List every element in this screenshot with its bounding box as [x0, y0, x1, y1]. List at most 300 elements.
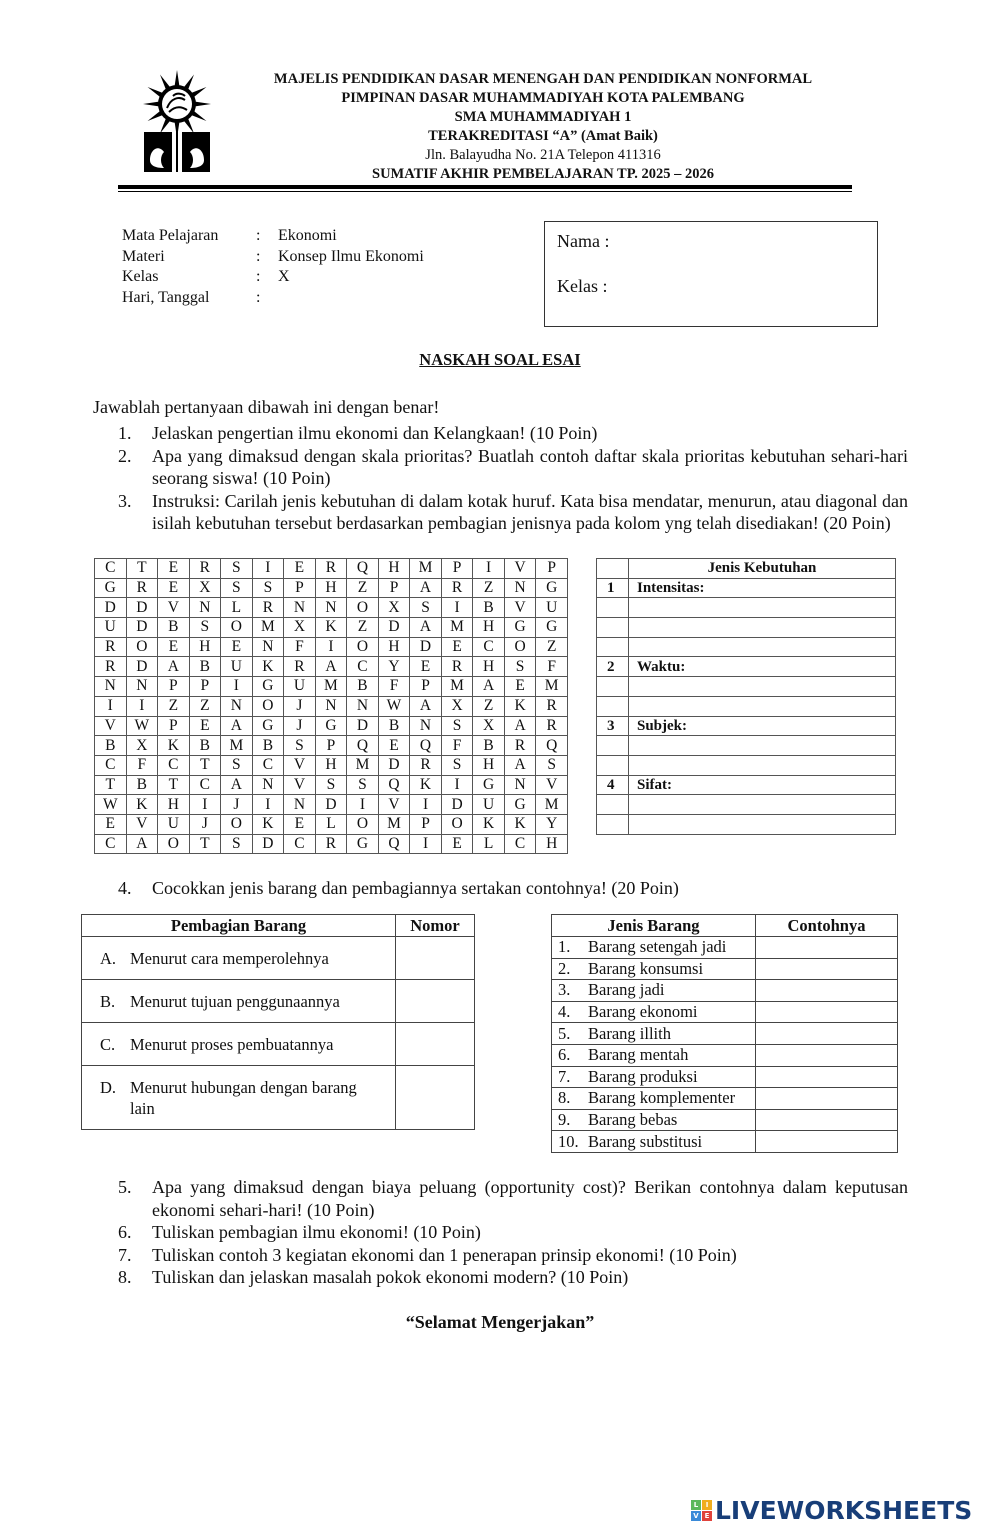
example-answer-cell[interactable] [756, 1044, 898, 1066]
grid-cell[interactable]: R [95, 637, 127, 657]
grid-cell[interactable]: R [536, 696, 568, 716]
grid-cell[interactable]: U [284, 677, 316, 697]
grid-cell[interactable]: C [504, 834, 536, 854]
grid-cell[interactable]: J [189, 814, 221, 834]
grid-cell[interactable]: T [189, 834, 221, 854]
grid-cell[interactable]: G [347, 834, 379, 854]
grid-cell[interactable]: U [221, 657, 253, 677]
grid-cell[interactable]: Z [536, 637, 568, 657]
grid-cell[interactable]: O [158, 834, 190, 854]
grid-cell[interactable]: P [189, 677, 221, 697]
grid-cell[interactable]: B [189, 736, 221, 756]
grid-cell[interactable]: K [504, 814, 536, 834]
grid-cell[interactable]: R [189, 559, 221, 579]
grid-cell[interactable]: I [347, 795, 379, 815]
grid-cell[interactable]: S [504, 657, 536, 677]
grid-cell[interactable]: M [536, 795, 568, 815]
info-label: Materi [122, 247, 165, 265]
example-answer-cell[interactable] [756, 1001, 898, 1023]
grid-cell[interactable]: Q [410, 736, 442, 756]
grid-cell[interactable]: N [252, 637, 284, 657]
info-value: X [278, 268, 290, 285]
grid-cell[interactable]: M [378, 814, 410, 834]
grid-cell[interactable]: N [284, 598, 316, 618]
grid-cell[interactable]: V [284, 775, 316, 795]
goods-division-row [82, 1066, 475, 1130]
grid-cell[interactable]: A [126, 834, 158, 854]
needs-header: Jenis Kebutuhan [629, 559, 896, 579]
grid-cell[interactable]: V [284, 755, 316, 775]
grid-cell[interactable]: R [315, 834, 347, 854]
grid-cell[interactable]: B [378, 716, 410, 736]
grid-cell[interactable]: G [252, 716, 284, 736]
grid-cell[interactable]: D [441, 795, 473, 815]
grid-cell[interactable]: H [315, 578, 347, 598]
info-row-subject [122, 226, 424, 247]
grid-cell[interactable]: S [441, 716, 473, 736]
grid-cell[interactable]: P [284, 578, 316, 598]
grid-cell[interactable]: C [284, 834, 316, 854]
grid-cell[interactable]: R [441, 657, 473, 677]
grid-cell[interactable]: S [441, 755, 473, 775]
grid-cell[interactable]: I [410, 834, 442, 854]
grid-cell[interactable]: I [252, 795, 284, 815]
grid-cell[interactable]: T [95, 775, 127, 795]
grid-cell[interactable]: H [473, 618, 505, 638]
grid-cell[interactable]: A [315, 657, 347, 677]
grid-cell[interactable]: W [95, 795, 127, 815]
grid-cell[interactable]: R [410, 755, 442, 775]
grid-cell[interactable]: S [221, 559, 253, 579]
grid-cell[interactable]: I [473, 559, 505, 579]
grid-cell[interactable]: U [95, 618, 127, 638]
grid-cell[interactable]: M [410, 559, 442, 579]
example-answer-cell[interactable] [756, 1066, 898, 1088]
grid-cell[interactable]: A [410, 696, 442, 716]
grid-cell[interactable]: P [536, 559, 568, 579]
needs-number [597, 755, 629, 775]
question-text: Instruksi: Carilah jenis kebutuhan di dalam kotak huruf. Kata bisa mendatar, menurun, atau diagonal dan isilah kebutuhan tersebut berdasarkan pembagian jenisnya pada kolom yng telah disediakan! (20 Poin) [152, 490, 908, 533]
grid-cell[interactable]: U [158, 814, 190, 834]
number-answer-cell[interactable] [396, 980, 475, 1023]
grid-cell[interactable]: X [189, 578, 221, 598]
grid-cell[interactable]: S [221, 578, 253, 598]
goods-type-row [552, 1088, 898, 1110]
grid-cell[interactable]: V [126, 814, 158, 834]
grid-cell[interactable]: M [536, 677, 568, 697]
goods-division-row [82, 1023, 475, 1066]
grid-cell[interactable]: Q [378, 834, 410, 854]
grid-cell[interactable]: G [504, 795, 536, 815]
grid-cell[interactable]: B [473, 598, 505, 618]
grid-cell[interactable]: A [410, 618, 442, 638]
grid-cell[interactable]: F [126, 755, 158, 775]
grid-cell[interactable]: E [284, 559, 316, 579]
grid-cell[interactable]: R [315, 559, 347, 579]
needs-number: 1 [597, 578, 629, 598]
grid-cell[interactable]: D [252, 834, 284, 854]
grid-cell[interactable]: K [252, 657, 284, 677]
grid-cell[interactable]: H [378, 637, 410, 657]
grid-cell[interactable]: Q [378, 775, 410, 795]
grid-cell[interactable]: B [473, 736, 505, 756]
grid-cell[interactable]: B [189, 657, 221, 677]
goods-division-cell [82, 937, 396, 980]
grid-cell[interactable]: E [410, 657, 442, 677]
grid-cell[interactable]: S [221, 755, 253, 775]
division-letter: A. [100, 948, 117, 968]
question-number: 4. [118, 878, 132, 898]
needs-answer-cell[interactable] [629, 736, 896, 756]
grid-cell[interactable]: F [284, 637, 316, 657]
grid-cell[interactable]: T [126, 559, 158, 579]
grid-cell[interactable]: C [189, 775, 221, 795]
grid-cell[interactable]: O [347, 637, 379, 657]
grid-cell[interactable]: O [441, 814, 473, 834]
question-item [118, 445, 908, 490]
grid-cell[interactable]: E [189, 716, 221, 736]
needs-answer-cell[interactable] [629, 637, 896, 657]
grid-cell[interactable]: N [95, 677, 127, 697]
grid-cell[interactable]: R [536, 716, 568, 736]
grid-cell[interactable]: S [284, 736, 316, 756]
grid-cell[interactable]: P [158, 716, 190, 736]
exam-info [122, 226, 424, 308]
grid-cell[interactable]: W [378, 696, 410, 716]
needs-number [597, 637, 629, 657]
example-answer-cell[interactable] [756, 1131, 898, 1153]
grid-cell[interactable]: O [347, 598, 379, 618]
grid-cell[interactable]: B [252, 736, 284, 756]
needs-number [597, 618, 629, 638]
grid-cell[interactable]: V [158, 598, 190, 618]
grid-cell[interactable]: S [252, 578, 284, 598]
grid-cell[interactable]: Q [347, 736, 379, 756]
grid-cell[interactable]: G [315, 716, 347, 736]
grid-cell[interactable]: G [536, 618, 568, 638]
grid-cell[interactable]: S [221, 834, 253, 854]
grid-cell[interactable]: G [536, 578, 568, 598]
grid-cell[interactable]: T [158, 775, 190, 795]
grid-cell[interactable]: O [347, 814, 379, 834]
grid-cell[interactable]: D [126, 657, 158, 677]
grid-cell[interactable]: N [284, 795, 316, 815]
grid-cell[interactable]: L [473, 834, 505, 854]
grid-cell[interactable]: D [347, 716, 379, 736]
grid-cell[interactable]: K [158, 736, 190, 756]
needs-answer-cell[interactable] [629, 677, 896, 697]
grid-cell[interactable]: V [95, 716, 127, 736]
grid-cell[interactable]: H [189, 637, 221, 657]
grid-cell[interactable]: N [315, 696, 347, 716]
grid-cell[interactable]: S [189, 618, 221, 638]
grid-cell[interactable]: H [378, 559, 410, 579]
grid-cell[interactable]: K [126, 795, 158, 815]
grid-cell[interactable]: C [95, 755, 127, 775]
goods-type-number: 6. [558, 1045, 571, 1065]
grid-cell[interactable]: Z [347, 618, 379, 638]
grid-cell[interactable]: P [158, 677, 190, 697]
grid-cell[interactable]: W [126, 716, 158, 736]
needs-row [597, 677, 896, 697]
grid-cell[interactable]: I [441, 598, 473, 618]
grid-cell[interactable]: X [441, 696, 473, 716]
grid-cell[interactable]: V [378, 795, 410, 815]
grid-cell[interactable]: G [504, 618, 536, 638]
grid-cell[interactable]: Z [473, 696, 505, 716]
division-text: Menurut hubungan dengan barang lain [130, 1077, 357, 1118]
grid-cell[interactable]: N [315, 598, 347, 618]
grid-cell[interactable]: O [504, 637, 536, 657]
goods-type-text: Barang setengah jadi [588, 937, 727, 957]
division-text: Menurut cara memperolehnya [130, 948, 329, 968]
needs-category-label: Intensitas: [629, 578, 896, 598]
grid-cell[interactable]: X [284, 618, 316, 638]
goods-division-cell [82, 1066, 396, 1130]
grid-cell[interactable]: D [126, 618, 158, 638]
grid-cell[interactable]: K [504, 696, 536, 716]
needs-answer-cell[interactable] [629, 795, 896, 815]
grid-cell[interactable]: T [189, 755, 221, 775]
grid-cell[interactable]: Q [347, 559, 379, 579]
example-answer-cell[interactable] [756, 937, 898, 959]
grid-cell[interactable]: C [473, 637, 505, 657]
grid-cell[interactable]: I [126, 696, 158, 716]
needs-answer-cell[interactable] [629, 814, 896, 834]
number-answer-cell[interactable] [396, 937, 475, 980]
grid-cell[interactable]: X [126, 736, 158, 756]
grid-cell[interactable]: Z [347, 578, 379, 598]
number-answer-cell[interactable] [396, 1023, 475, 1066]
grid-cell[interactable]: I [315, 637, 347, 657]
grid-cell[interactable]: X [378, 598, 410, 618]
grid-cell[interactable]: R [126, 578, 158, 598]
grid-cell[interactable]: H [315, 755, 347, 775]
grid-cell[interactable]: I [189, 795, 221, 815]
goods-type-number: 4. [558, 1002, 571, 1022]
example-answer-cell[interactable] [756, 980, 898, 1002]
grid-cell[interactable]: N [347, 696, 379, 716]
needs-number [597, 736, 629, 756]
grid-cell[interactable]: K [473, 814, 505, 834]
example-answer-cell[interactable] [756, 1088, 898, 1110]
grid-cell[interactable]: E [158, 578, 190, 598]
question-list-b [118, 1176, 908, 1289]
grid-cell[interactable]: R [252, 598, 284, 618]
grid-cell[interactable]: L [221, 598, 253, 618]
grid-cell[interactable]: N [504, 578, 536, 598]
grid-cell[interactable]: A [473, 677, 505, 697]
grid-cell[interactable]: O [221, 814, 253, 834]
grid-cell[interactable]: M [441, 618, 473, 638]
grid-cell[interactable]: X [473, 716, 505, 736]
grid-cell[interactable]: K [410, 775, 442, 795]
grid-cell[interactable]: U [536, 598, 568, 618]
grid-cell[interactable]: A [221, 716, 253, 736]
grid-cell[interactable]: R [504, 736, 536, 756]
grid-cell[interactable]: S [347, 775, 379, 795]
grid-cell[interactable]: Z [189, 696, 221, 716]
needs-number: 4 [597, 775, 629, 795]
info-row-material [122, 247, 424, 268]
needs-answer-cell[interactable] [629, 618, 896, 638]
grid-cell[interactable]: U [473, 795, 505, 815]
grid-cell[interactable]: E [95, 814, 127, 834]
grid-cell[interactable]: M [221, 736, 253, 756]
grid-cell[interactable]: I [95, 696, 127, 716]
needs-answer-cell[interactable] [629, 696, 896, 716]
grid-cell[interactable]: Y [378, 657, 410, 677]
needs-row [597, 696, 896, 716]
goods-type-number: 8. [558, 1088, 571, 1108]
grid-cell[interactable]: J [284, 696, 316, 716]
grid-cell[interactable]: D [126, 598, 158, 618]
grid-cell[interactable]: D [378, 755, 410, 775]
student-name-box[interactable] [544, 221, 878, 327]
grid-cell[interactable]: C [252, 755, 284, 775]
grid-cell[interactable]: B [158, 618, 190, 638]
grid-row [95, 559, 568, 579]
grid-cell[interactable]: N [221, 696, 253, 716]
grid-cell[interactable]: F [378, 677, 410, 697]
goods-type-text: Barang mentah [588, 1045, 689, 1065]
closing-text: “Selamat Mengerjakan” [405, 1312, 595, 1332]
goods-type-cell [552, 1109, 756, 1131]
grid-cell[interactable]: E [441, 834, 473, 854]
number-answer-cell[interactable] [396, 1066, 475, 1130]
grid-cell[interactable]: Z [158, 696, 190, 716]
grid-cell[interactable]: J [284, 716, 316, 736]
grid-cell[interactable]: N [189, 598, 221, 618]
grid-cell[interactable]: M [315, 677, 347, 697]
grid-cell[interactable]: O [221, 618, 253, 638]
grid-cell[interactable]: D [315, 795, 347, 815]
goods-type-row [552, 1109, 898, 1131]
grid-cell[interactable]: O [126, 637, 158, 657]
goods-division-cell [82, 1023, 396, 1066]
grid-cell[interactable]: I [441, 775, 473, 795]
grid-cell[interactable]: O [252, 696, 284, 716]
liveworksheets-wordmark: LIVEWORKSHEETS [715, 1496, 973, 1525]
grid-cell[interactable]: P [378, 578, 410, 598]
grid-cell[interactable]: G [252, 677, 284, 697]
grid-cell[interactable]: P [410, 677, 442, 697]
grid-cell[interactable]: B [126, 775, 158, 795]
grid-cell[interactable]: L [315, 814, 347, 834]
grid-cell[interactable]: D [410, 637, 442, 657]
grid-cell[interactable]: C [95, 559, 127, 579]
grid-cell[interactable]: E [441, 637, 473, 657]
grid-cell[interactable]: I [252, 559, 284, 579]
grid-cell[interactable]: R [95, 657, 127, 677]
grid-cell[interactable]: D [95, 598, 127, 618]
grid-cell[interactable]: B [95, 736, 127, 756]
grid-cell[interactable]: E [504, 677, 536, 697]
grid-cell[interactable]: N [126, 677, 158, 697]
grid-cell[interactable]: A [221, 775, 253, 795]
grid-cell[interactable]: K [252, 814, 284, 834]
grid-cell[interactable]: B [347, 677, 379, 697]
example-answer-cell[interactable] [756, 958, 898, 980]
question-item [118, 1266, 908, 1289]
grid-cell[interactable]: Y [536, 814, 568, 834]
info-row-class [122, 267, 424, 288]
grid-cell[interactable]: D [378, 618, 410, 638]
grid-cell[interactable]: E [158, 559, 190, 579]
grid-cell[interactable]: H [473, 755, 505, 775]
grid-cell[interactable]: K [315, 618, 347, 638]
goods-type-number: 10. [558, 1131, 579, 1151]
grid-cell[interactable]: J [221, 795, 253, 815]
needs-answer-cell[interactable] [629, 755, 896, 775]
grid-cell[interactable]: N [410, 716, 442, 736]
grid-cell[interactable]: A [158, 657, 190, 677]
grid-cell[interactable]: P [315, 736, 347, 756]
grid-cell[interactable]: R [441, 578, 473, 598]
grid-cell[interactable]: G [473, 775, 505, 795]
grid-cell[interactable]: H [536, 834, 568, 854]
grid-cell[interactable]: S [536, 755, 568, 775]
grid-cell[interactable]: C [95, 834, 127, 854]
grid-cell[interactable]: P [441, 559, 473, 579]
grid-row [95, 795, 568, 815]
letterhead-text [228, 70, 858, 184]
grid-cell[interactable]: A [504, 755, 536, 775]
grid-cell[interactable]: C [347, 657, 379, 677]
grid-cell[interactable]: H [473, 657, 505, 677]
grid-cell[interactable]: E [378, 736, 410, 756]
grid-cell[interactable]: Q [536, 736, 568, 756]
grid-cell[interactable]: Z [473, 578, 505, 598]
example-answer-cell[interactable] [756, 1109, 898, 1131]
grid-cell[interactable]: M [347, 755, 379, 775]
grid-cell[interactable]: S [315, 775, 347, 795]
grid-cell[interactable]: I [410, 795, 442, 815]
grid-cell[interactable]: S [410, 598, 442, 618]
grid-cell[interactable]: E [158, 637, 190, 657]
grid-cell[interactable]: E [221, 637, 253, 657]
grid-cell[interactable]: E [284, 814, 316, 834]
grid-cell[interactable]: M [252, 618, 284, 638]
grid-cell[interactable]: M [441, 677, 473, 697]
grid-cell[interactable]: V [536, 775, 568, 795]
grid-cell[interactable]: H [158, 795, 190, 815]
grid-cell[interactable]: V [504, 598, 536, 618]
question-item [118, 1244, 908, 1267]
grid-cell[interactable]: V [504, 559, 536, 579]
accreditation: TERAKREDITASI “A” (Amat Baik) [428, 128, 658, 144]
goods-type-row [552, 1131, 898, 1153]
grid-cell[interactable]: A [504, 716, 536, 736]
info-colon: : [256, 288, 261, 306]
grid-cell[interactable]: R [284, 657, 316, 677]
needs-row [597, 637, 896, 657]
example-answer-cell[interactable] [756, 1023, 898, 1045]
needs-answer-cell[interactable] [629, 598, 896, 618]
question-text: Tuliskan dan jelaskan masalah pokok ekonomi modern? (10 Poin) [152, 1267, 629, 1287]
grid-cell[interactable]: P [410, 814, 442, 834]
grid-cell[interactable]: F [441, 736, 473, 756]
goods-type-row [552, 1044, 898, 1066]
grid-cell[interactable]: C [158, 755, 190, 775]
grid-cell[interactable]: I [221, 677, 253, 697]
grid-cell[interactable]: G [95, 578, 127, 598]
square-e: E [702, 1511, 712, 1521]
grid-cell[interactable]: N [504, 775, 536, 795]
grid-cell[interactable]: F [536, 657, 568, 677]
grid-cell[interactable]: N [252, 775, 284, 795]
grid-cell[interactable]: A [410, 578, 442, 598]
